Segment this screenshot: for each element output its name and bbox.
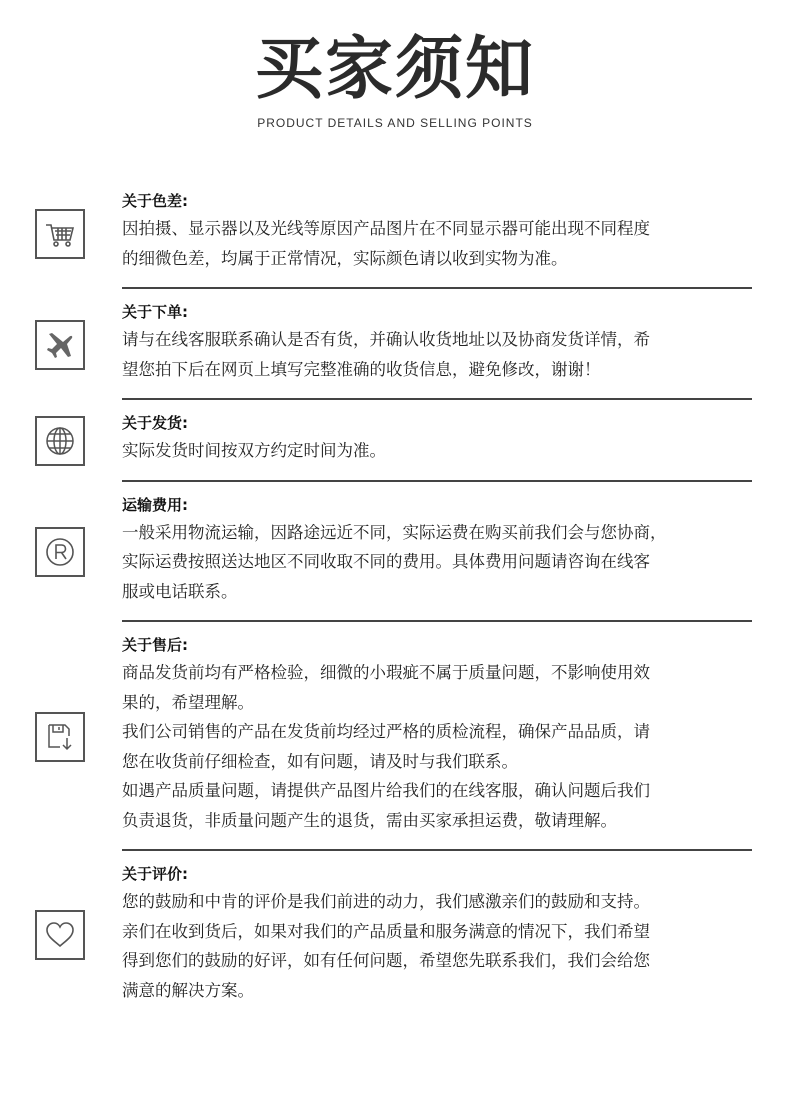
section-text: 实际运费按照送达地区不同收取不同的费用。具体费用问题请咨询在线客: [122, 552, 650, 571]
header: [0, 0, 790, 130]
section-color-difference: [0, 178, 790, 289]
section-reviews: [0, 851, 790, 1019]
heart-icon: [35, 910, 85, 960]
section-text: 服或电话联系。: [122, 581, 238, 601]
section-text: 亲们在收到货后，如果对我们的产品质量和服务满意的情况下，我们希望: [122, 921, 650, 941]
section-text: 商品发货前均有严格检验，细微的小瑕疵不属于质量问题，不影响使用效: [122, 663, 650, 682]
section-text: 请与在线客服联系确认是否有货，并确认收货地址以及协商发货详情，希: [122, 330, 650, 349]
section-title: 关于色差:: [122, 192, 188, 210]
section-title: 关于评价:: [122, 865, 188, 883]
notice-sections: [0, 178, 790, 1019]
page-title: 买家须知: [254, 30, 535, 109]
section-text: 如遇产品质量问题，请提供产品图片给我们的在线客服，确认问题后我们: [122, 781, 650, 800]
section-text: 实际发货时间按双方约定时间为准。: [122, 441, 386, 460]
section-freight: [0, 482, 790, 623]
registered-icon: [35, 527, 85, 577]
section-text: 望您拍下后在网页上填写完整准确的收货信息，避免修改，谢谢！: [122, 359, 601, 379]
section-title: 运输费用:: [122, 495, 188, 514]
section-after-sales: [0, 622, 790, 851]
shopping-cart-icon: [35, 209, 85, 259]
section-text: 您的鼓励和中肯的评价是我们前进的动力，我们感激亲们的鼓励和支持。: [122, 892, 650, 911]
section-title: 关于发货:: [122, 414, 188, 432]
page-subtitle: PRODUCT DETAILS AND SELLING POINTS: [257, 116, 533, 130]
section-ordering: [0, 289, 790, 400]
section-text: 的细微色差，均属于正常情况，实际颜色请以收到实物为准。: [122, 248, 568, 268]
section-shipping: [0, 400, 790, 482]
airplane-icon: [35, 320, 85, 370]
section-text: 得到您们的鼓励的好评，如有任何问题，希望您先联系我们，我们会给您: [122, 951, 650, 970]
section-text: 因拍摄、显示器以及光线等原因产品图片在不同显示器可能出现不同程度: [122, 219, 650, 238]
section-title: 关于售后:: [122, 636, 188, 654]
section-title: 关于下单:: [122, 303, 188, 321]
section-text: 我们公司销售的产品在发货前均经过严格的质检流程，确保产品品质，请: [122, 722, 650, 741]
section-text: 您在收货前仔细检查，如有问题，请及时与我们联系。: [122, 751, 518, 771]
return-box-icon: [35, 712, 85, 762]
section-text: 满意的解决方案。: [122, 980, 254, 1000]
section-text: 果的，希望理解。: [122, 692, 254, 712]
section-text: 一般采用物流运输，因路途远近不同，实际运费在购买前我们会与您协商，: [122, 522, 667, 542]
globe-icon: [35, 416, 85, 466]
section-text: 负责退货，非质量问题产生的退货，需由买家承担运费，敬请理解。: [122, 810, 617, 830]
